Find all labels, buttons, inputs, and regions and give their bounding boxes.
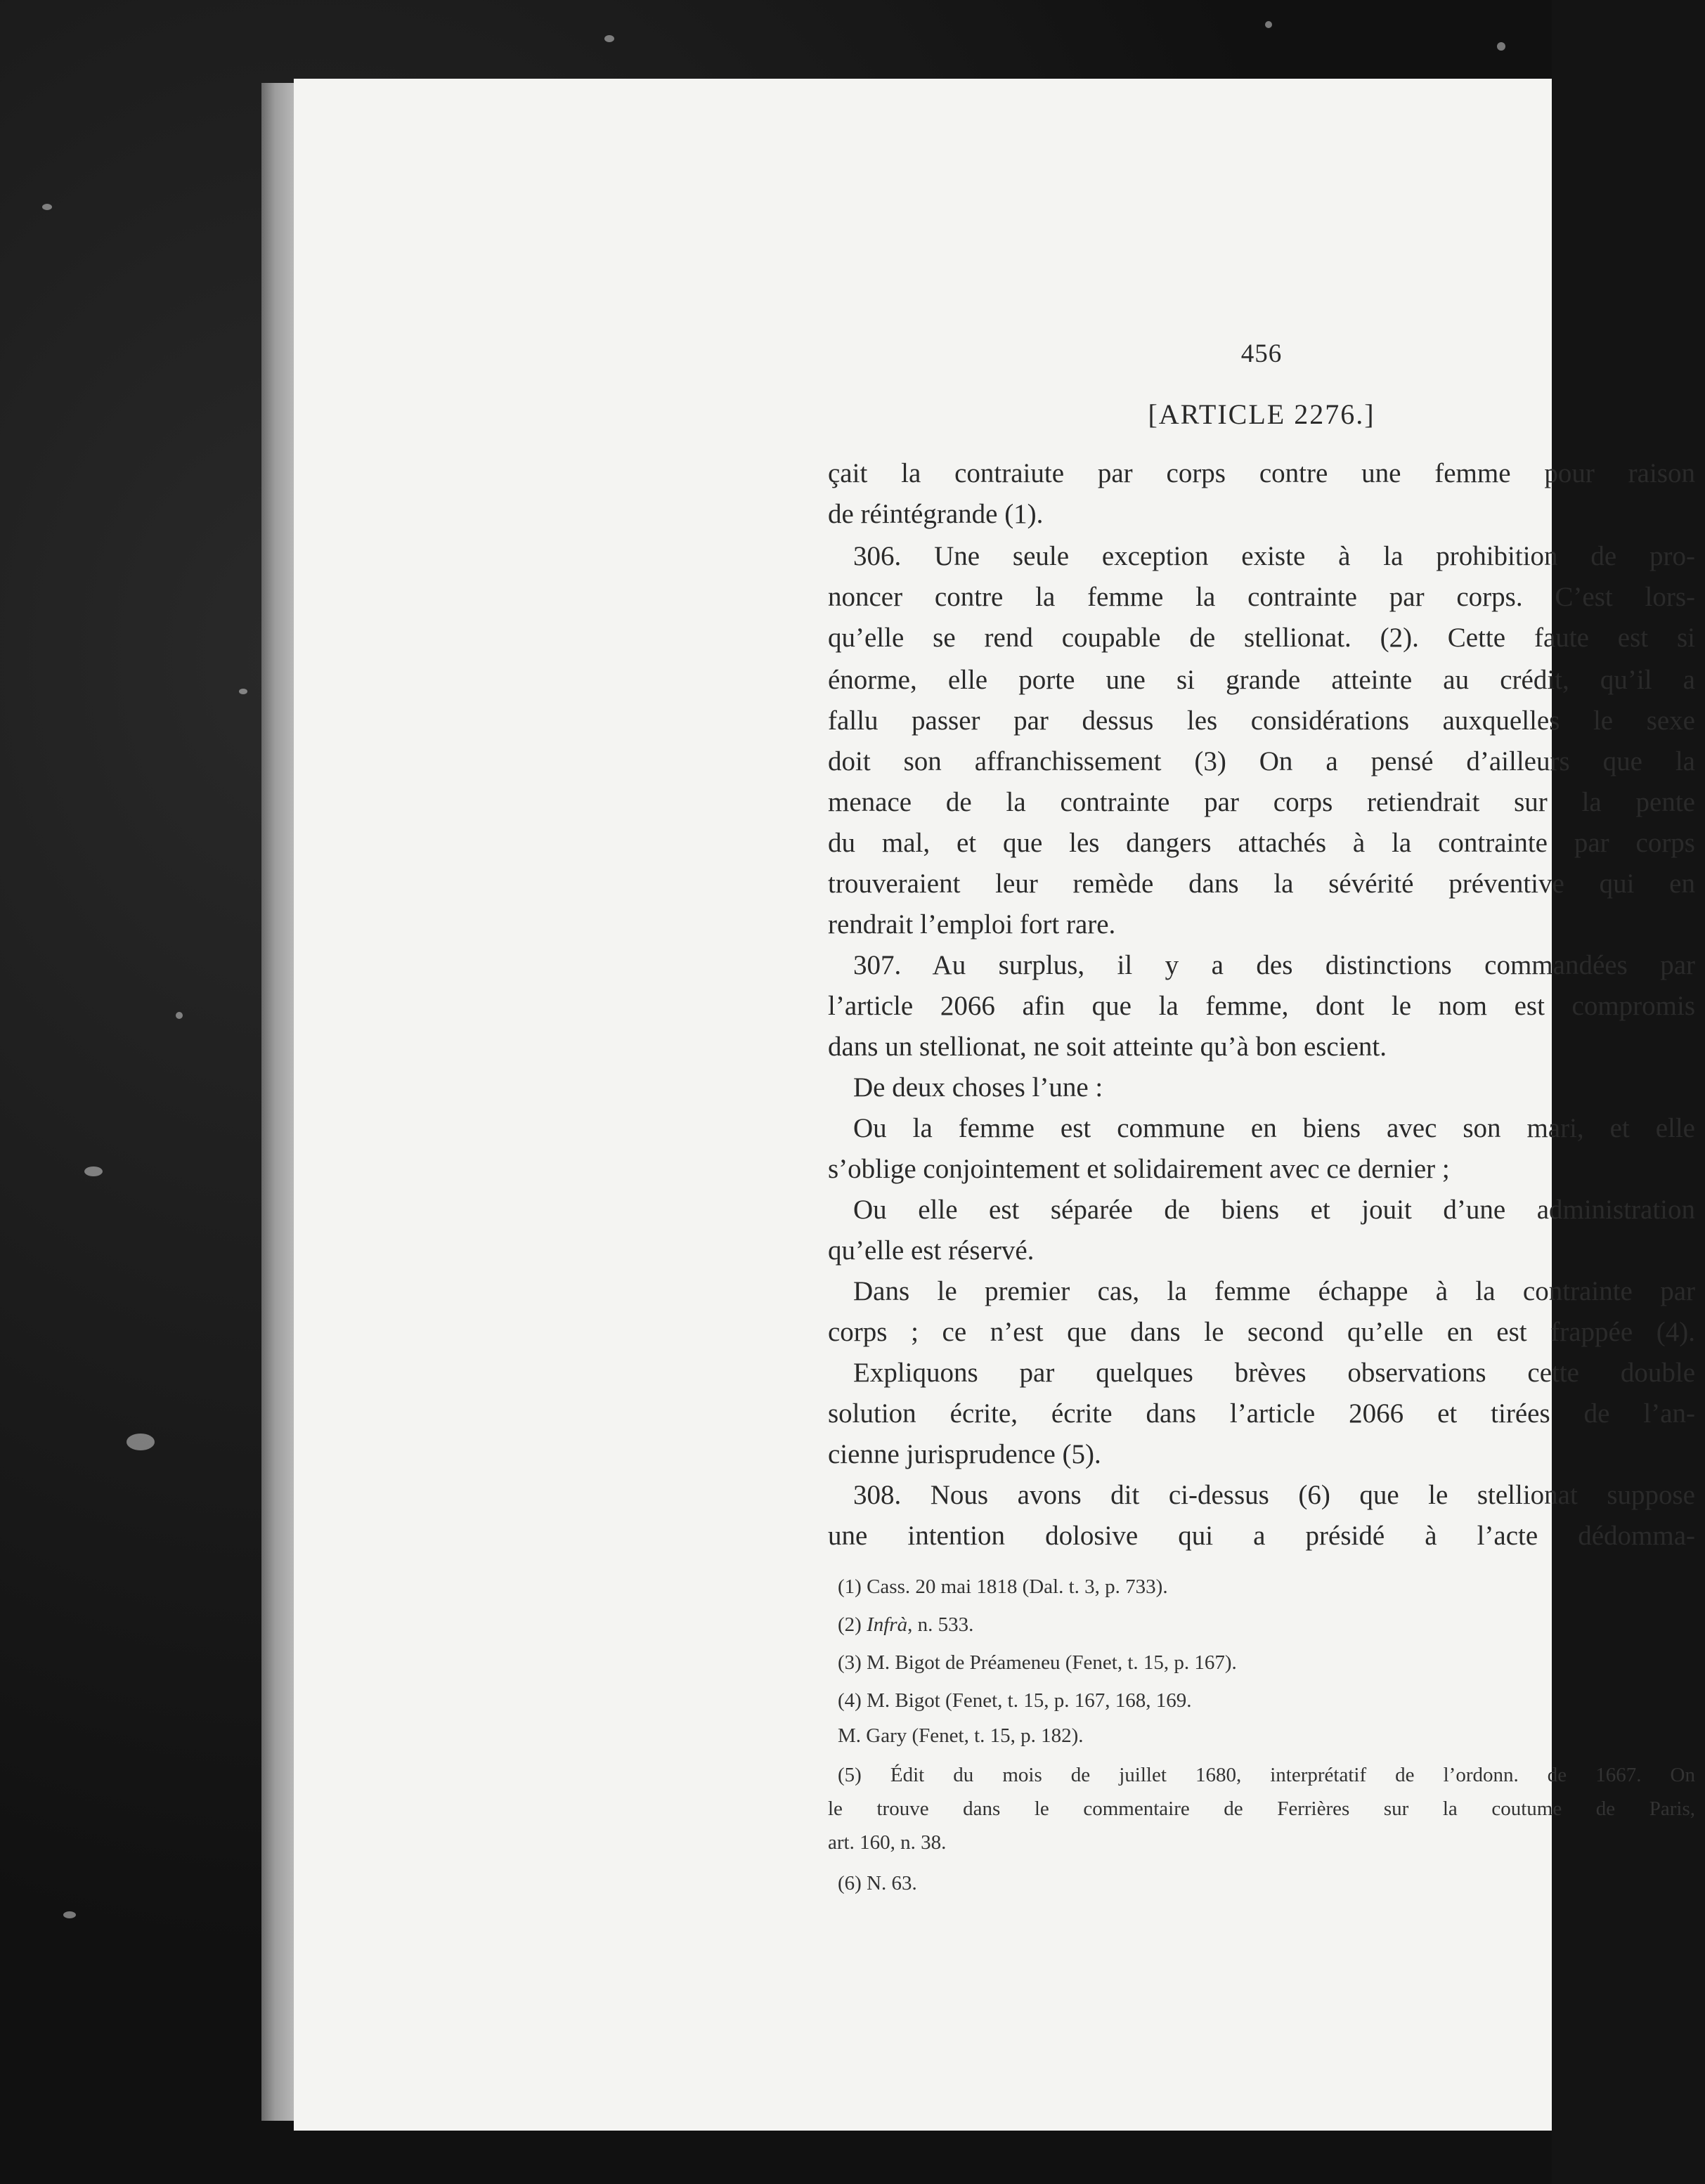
footnote-2-number: (2) (838, 1613, 867, 1636)
body-line: 308. Nous avons dit ci-dessus (6) que le stellionat suppose (853, 1480, 1695, 1510)
body-line: fallu passer par dessus les considérations auxquelles le sexe (828, 706, 1695, 736)
body-line: de réintégrande (1). (828, 499, 1044, 529)
body-line: Ou elle est séparée de biens et jouit d’une administration (853, 1195, 1695, 1225)
body-line: qu’elle se rend coupable de stellionat. (2). Cette faute est si (828, 623, 1695, 653)
body-line: trouveraient leur remède dans la sévérité préventive qui en (828, 869, 1695, 899)
body-line: Ou la femme est commune en biens avec son mari, et elle (853, 1113, 1695, 1143)
dust-speck (84, 1166, 103, 1176)
dust-speck (176, 1012, 183, 1019)
body-line: Expliquons par quelques brèves observations cette double (853, 1358, 1695, 1388)
body-line: l’article 2066 afin que la femme, dont le nom est compromis (828, 991, 1695, 1021)
body-line: Dans le premier cas, la femme échappe à la contrainte par (853, 1276, 1695, 1306)
footnote-4: (4) M. Bigot (Fenet, t. 15, p. 167, 168, 169. (838, 1689, 1192, 1712)
page-number: 456 (1240, 339, 1283, 368)
body-line: 307. Au surplus, il y a des distinctions commandées par (853, 950, 1695, 980)
footnote-5-line-3: art. 160, n. 38. (828, 1831, 947, 1854)
footnote-6: (6) N. 63. (838, 1872, 917, 1894)
footnote-3: (3) M. Bigot de Préameneu (Fenet, t. 15, p. 167). (838, 1651, 1237, 1674)
dust-speck (239, 689, 247, 694)
dust-speck (42, 204, 52, 210)
page-binding-shadow (261, 83, 295, 2121)
running-head: [ARTICLE 2276.] (1148, 398, 1375, 430)
body-line: s’oblige conjointement et solidairement avec ce dernier ; (828, 1154, 1450, 1184)
footnote-4-continued: M. Gary (Fenet, t. 15, p. 182). (838, 1724, 1084, 1747)
footnote-5: (5) Édit du mois de juillet 1680, interprétatif de l’ordonn. de 1667. On (838, 1764, 1695, 1786)
body-line: De deux choses l’une : (853, 1072, 1103, 1103)
book-page (294, 79, 1695, 2131)
body-line: dans un stellionat, ne soit atteinte qu’à bon escient. (828, 1032, 1387, 1062)
body-line: çait la contraiute par corps contre une femme pour raison (828, 458, 1695, 488)
footnote-2-text: , n. 533. (907, 1613, 974, 1636)
footnote-2-italic: Infrà (867, 1613, 908, 1636)
dust-speck (1265, 21, 1272, 28)
body-line: corps ; ce n’est que dans le second qu’elle en est frappée (4). (828, 1317, 1695, 1347)
body-line: solution écrite, écrite dans l’article 2066 et tirées de l’an- (828, 1398, 1695, 1429)
body-line: menace de la contrainte par corps retiendrait sur la pente (828, 787, 1695, 817)
body-line: qu’elle est réservé. (828, 1235, 1035, 1266)
footnote-5-line-2: le trouve dans le commentaire de Ferrières sur la coutume de Paris, (828, 1798, 1695, 1820)
body-line: une intention dolosive qui a présidé à l’acte dédomma- (828, 1521, 1695, 1551)
footnote-1: (1) Cass. 20 mai 1818 (Dal. t. 3, p. 733). (838, 1575, 1168, 1598)
body-line: cienne jurisprudence (5). (828, 1439, 1101, 1469)
body-line: doit son affranchissement (3) On a pensé d’ailleurs que la (828, 746, 1695, 776)
dust-speck (604, 35, 614, 42)
body-line: noncer contre la femme la contrainte par corps. C’est lors- (828, 582, 1695, 612)
dust-speck (127, 1434, 155, 1450)
dust-speck (1497, 42, 1505, 51)
body-line: 306. Une seule exception existe à la prohibition de pro- (853, 541, 1695, 571)
body-line: énorme, elle porte une si grande atteinte au crédit, qu’il a (828, 665, 1695, 695)
footnote-2 (838, 1612, 1705, 1637)
body-line: du mal, et que les dangers attachés à la contrainte par corps (828, 828, 1695, 858)
dust-speck (63, 1911, 76, 1918)
body-line: rendrait l’emploi fort rare. (828, 909, 1116, 940)
